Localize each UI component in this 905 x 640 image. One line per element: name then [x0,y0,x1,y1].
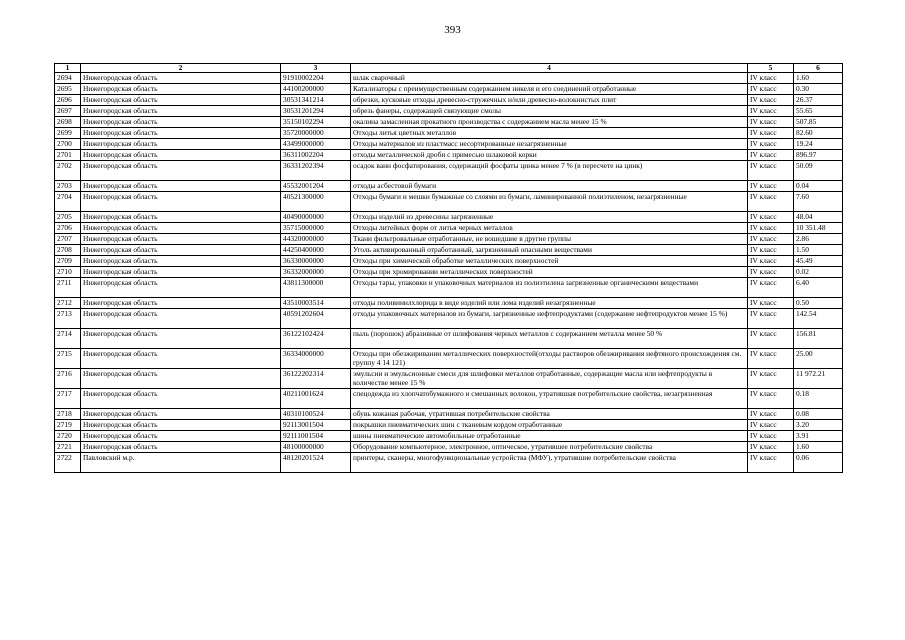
waste-code-cell: 35150102294 [281,117,351,128]
region-cell: Нижегородская область [81,106,281,117]
table-row [55,309,843,329]
waste-name-cell: Отходы бумаги и мешки бумажные со слоями из бумаги, ламинированной полиэтиленом, незагрязненные [351,192,748,212]
row-number-cell: 2699 [55,128,81,139]
waste-code-cell: 44250400000 [281,245,351,256]
amount-cell: 142.54 [794,309,843,329]
waste-name-cell: отходы металлической дроби с примесью шлаковой корки [351,150,748,161]
hazard-class-cell: IV класс [748,369,794,389]
row-number-cell: 2705 [55,212,81,223]
table-row [55,329,843,349]
row-number-cell: 2711 [55,278,81,298]
waste-name-cell: обрезки, кусковые отходы древесно-стружечных и/или древесно-волокнистых плит [351,95,748,106]
waste-code-cell: 44100200000 [281,84,351,95]
table-row [55,453,843,473]
row-number-cell: 2716 [55,369,81,389]
region-cell: Нижегородская область [81,431,281,442]
table-row [55,431,843,442]
region-cell: Нижегородская область [81,267,281,278]
row-number-cell: 2715 [55,349,81,369]
waste-name-cell: отходы поливинилхлорида в виде изделий или лома изделий незагрязненные [351,298,748,309]
region-cell: Нижегородская область [81,181,281,192]
table-row [55,369,843,389]
table-row [55,181,843,192]
amount-cell: 2.86 [794,234,843,245]
region-cell: Нижегородская область [81,420,281,431]
waste-code-cell: 30531201294 [281,106,351,117]
row-number-cell: 2717 [55,389,81,409]
waste-name-cell: обрезь фанеры, содержащей связующие смолы [351,106,748,117]
amount-cell: 1.60 [794,73,843,84]
waste-name-cell: Отходы литейных форм от литья черных металлов [351,223,748,234]
waste-name-cell: принтеры, сканеры, многофункциональные устройства (МФУ), утратившие потребительские свойства [351,453,748,473]
table-row [55,117,843,128]
waste-code-cell: 40591202604 [281,309,351,329]
hazard-class-cell: IV класс [748,150,794,161]
waste-name-cell: спецодежда из хлопчатобумажного и смешанных волокон, утратившая потребительские свойства, незагрязненная [351,389,748,409]
table-row [55,95,843,106]
region-cell: Нижегородская область [81,223,281,234]
waste-name-cell: Ткани фильтровальные отработанные, не вошедшие в другие группы [351,234,748,245]
region-cell: Нижегородская область [81,369,281,389]
waste-code-cell: 36334000000 [281,349,351,369]
table-row [55,150,843,161]
waste-code-cell: 36331202394 [281,161,351,181]
amount-cell: 19.24 [794,139,843,150]
waste-code-cell: 40521300000 [281,192,351,212]
amount-cell: 45.49 [794,256,843,267]
hazard-class-cell: IV класс [748,117,794,128]
hazard-class-cell: IV класс [748,223,794,234]
waste-code-cell: 91910002204 [281,73,351,84]
region-cell: Нижегородская область [81,349,281,369]
waste-code-cell: 35720000000 [281,128,351,139]
column-header: 3 [281,64,351,73]
row-number-cell: 2701 [55,150,81,161]
region-cell: Нижегородская область [81,409,281,420]
row-number-cell: 2708 [55,245,81,256]
waste-code-cell: 40310100524 [281,409,351,420]
amount-cell: 6.40 [794,278,843,298]
waste-code-cell: 36311002204 [281,150,351,161]
waste-name-cell: Отходы при обезжиривании металлических поверхностей(отходы растворов обезжиривания нефтяного происхождения см. группу 4 14 121) [351,349,748,369]
region-cell: Нижегородская область [81,309,281,329]
waste-table [54,63,843,473]
hazard-class-cell: IV класс [748,409,794,420]
hazard-class-cell: IV класс [748,256,794,267]
waste-name-cell: пыль (порошок) абразивные от шлифования черных металлов с содержанием металла менее 50 % [351,329,748,349]
row-number-cell: 2704 [55,192,81,212]
region-cell: Нижегородская область [81,139,281,150]
hazard-class-cell: IV класс [748,192,794,212]
region-cell: Нижегородская область [81,84,281,95]
row-number-cell: 2714 [55,329,81,349]
waste-name-cell: шлак сварочный [351,73,748,84]
region-cell: Нижегородская область [81,245,281,256]
waste-name-cell: Отходы при хромировании металлических поверхностей [351,267,748,278]
row-number-cell: 2719 [55,420,81,431]
row-number-cell: 2706 [55,223,81,234]
amount-cell: 7.60 [794,192,843,212]
row-number-cell: 2703 [55,181,81,192]
hazard-class-cell: IV класс [748,181,794,192]
row-number-cell: 2698 [55,117,81,128]
waste-name-cell: Отходы литья цветных металлов [351,128,748,139]
row-number-cell: 2718 [55,409,81,420]
waste-name-cell: Отходы тары, упаковки и упаковочных материалов из полиэтилена загрязненные органическими веществами [351,278,748,298]
row-number-cell: 2712 [55,298,81,309]
hazard-class-cell: IV класс [748,389,794,409]
hazard-class-cell: IV класс [748,267,794,278]
row-number-cell: 2700 [55,139,81,150]
hazard-class-cell: IV класс [748,453,794,473]
amount-cell: 896.97 [794,150,843,161]
waste-code-cell: 36332000000 [281,267,351,278]
hazard-class-cell: IV класс [748,73,794,84]
hazard-class-cell: IV класс [748,309,794,329]
amount-cell: 0.04 [794,181,843,192]
waste-code-cell: 36122102424 [281,329,351,349]
table-row [55,245,843,256]
table-row [55,192,843,212]
region-cell: Нижегородская область [81,150,281,161]
waste-code-cell: 43811300000 [281,278,351,298]
table-row [55,349,843,369]
table-row [55,106,843,117]
amount-cell: 507.85 [794,117,843,128]
waste-name-cell: эмульсии и эмульсионные смеси для шлифовки металлов отработанные, содержащие масла или нефтепродукты в количестве менее 15 % [351,369,748,389]
waste-name-cell: покрышки пневматических шин с тканевым кордом отработанные [351,420,748,431]
row-number-cell: 2709 [55,256,81,267]
amount-cell: 0.18 [794,389,843,409]
amount-cell: 156.81 [794,329,843,349]
waste-name-cell: Уголь активированный отработанный, загрязненный опасными веществами [351,245,748,256]
table-row [55,128,843,139]
waste-name-cell: отходы упаковочных материалов из бумаги, загрязненные нефтепродуктами (содержание нефтепродуктов менее 15 %) [351,309,748,329]
row-number-cell: 2696 [55,95,81,106]
region-cell: Нижегородская область [81,128,281,139]
waste-code-cell: 30531341214 [281,95,351,106]
row-number-cell: 2697 [55,106,81,117]
hazard-class-cell: IV класс [748,212,794,223]
amount-cell: 3.91 [794,431,843,442]
hazard-class-cell: IV класс [748,234,794,245]
hazard-class-cell: IV класс [748,84,794,95]
waste-name-cell: осадок ванн фосфатирования, содержащий фосфаты цинка менее 7 % (в пересчете на цинк) [351,161,748,181]
column-header: 1 [55,64,81,73]
waste-code-cell: 45532001204 [281,181,351,192]
hazard-class-cell: IV класс [748,329,794,349]
waste-code-cell: 40211001624 [281,389,351,409]
row-number-cell: 2695 [55,84,81,95]
waste-code-cell: 48100000000 [281,442,351,453]
region-cell: Нижегородская область [81,212,281,223]
region-cell: Нижегородская область [81,73,281,84]
table-row [55,139,843,150]
hazard-class-cell: IV класс [748,128,794,139]
waste-code-cell: 92111001504 [281,431,351,442]
amount-cell: 0.06 [794,453,843,473]
table-row [55,298,843,309]
table-row [55,84,843,95]
table-row [55,223,843,234]
hazard-class-cell: IV класс [748,139,794,150]
table-row [55,442,843,453]
waste-code-cell: 44320000000 [281,234,351,245]
table-row [55,256,843,267]
region-cell: Нижегородская область [81,234,281,245]
hazard-class-cell: IV класс [748,349,794,369]
waste-name-cell: Отходы при химической обработке металлических поверхностей [351,256,748,267]
amount-cell: 50.09 [794,161,843,181]
waste-code-cell: 48120201524 [281,453,351,473]
hazard-class-cell: IV класс [748,161,794,181]
hazard-class-cell: IV класс [748,298,794,309]
column-header: 2 [81,64,281,73]
waste-name-cell: Оборудование компьютерное, электронное, оптическое, утратившее потребительские свойства [351,442,748,453]
waste-code-cell: 35715000000 [281,223,351,234]
row-number-cell: 2713 [55,309,81,329]
hazard-class-cell: IV класс [748,278,794,298]
amount-cell: 0.30 [794,84,843,95]
table-row [55,420,843,431]
table-row [55,278,843,298]
hazard-class-cell: IV класс [748,106,794,117]
header-row [55,64,843,73]
region-cell: Нижегородская область [81,278,281,298]
amount-cell: 0.02 [794,267,843,278]
hazard-class-cell: IV класс [748,245,794,256]
amount-cell: 48.04 [794,212,843,223]
table-row [55,212,843,223]
waste-code-cell: 36122202314 [281,369,351,389]
table-row [55,234,843,245]
amount-cell: 26.37 [794,95,843,106]
waste-name-cell: обувь кожаная рабочая, утратившая потребительские свойства [351,409,748,420]
hazard-class-cell: IV класс [748,95,794,106]
region-cell: Нижегородская область [81,442,281,453]
row-number-cell: 2707 [55,234,81,245]
amount-cell: 0.08 [794,409,843,420]
column-header: 4 [351,64,748,73]
row-number-cell: 2702 [55,161,81,181]
row-number-cell: 2694 [55,73,81,84]
region-cell: Нижегородская область [81,329,281,349]
waste-name-cell: шины пневматические автомобильные отработанные [351,431,748,442]
column-header: 5 [748,64,794,73]
table-row [55,389,843,409]
waste-code-cell: 43499000000 [281,139,351,150]
amount-cell: 82.60 [794,128,843,139]
region-cell: Нижегородская область [81,95,281,106]
hazard-class-cell: IV класс [748,442,794,453]
amount-cell: 1.50 [794,245,843,256]
waste-code-cell: 36330000000 [281,256,351,267]
row-number-cell: 2720 [55,431,81,442]
table-row [55,267,843,278]
amount-cell: 1.60 [794,442,843,453]
column-header: 6 [794,64,843,73]
hazard-class-cell: IV класс [748,420,794,431]
row-number-cell: 2721 [55,442,81,453]
page-number: 393 [444,24,461,36]
amount-cell: 25.00 [794,349,843,369]
region-cell: Нижегородская область [81,256,281,267]
amount-cell: 11 972.21 [794,369,843,389]
region-cell: Нижегородская область [81,192,281,212]
amount-cell: 55.65 [794,106,843,117]
row-number-cell: 2710 [55,267,81,278]
row-number-cell: 2722 [55,453,81,473]
hazard-class-cell: IV класс [748,431,794,442]
region-cell: Нижегородская область [81,389,281,409]
amount-cell: 0.50 [794,298,843,309]
region-cell: Нижегородская область [81,298,281,309]
region-cell: Нижегородская область [81,117,281,128]
region-cell: Павловский м.р. [81,453,281,473]
waste-name-cell: окалина замасленная прокатного производства с содержанием масла менее 15 % [351,117,748,128]
amount-cell: 3.20 [794,420,843,431]
waste-code-cell: 92113001504 [281,420,351,431]
waste-name-cell: отходы асбестовой бумаги [351,181,748,192]
waste-name-cell: Отходы изделий из древесины загрязненные [351,212,748,223]
waste-name-cell: Катализаторы с преимущественным содержанием никеля и его соединений отработанные [351,84,748,95]
table-row [55,409,843,420]
table-row [55,73,843,84]
table-row [55,161,843,181]
region-cell: Нижегородская область [81,161,281,181]
waste-name-cell: Отходы материалов из пластмасс несортированные незагрязненные [351,139,748,150]
waste-code-cell: 43510003514 [281,298,351,309]
waste-code-cell: 40490000000 [281,212,351,223]
amount-cell: 10 351.48 [794,223,843,234]
